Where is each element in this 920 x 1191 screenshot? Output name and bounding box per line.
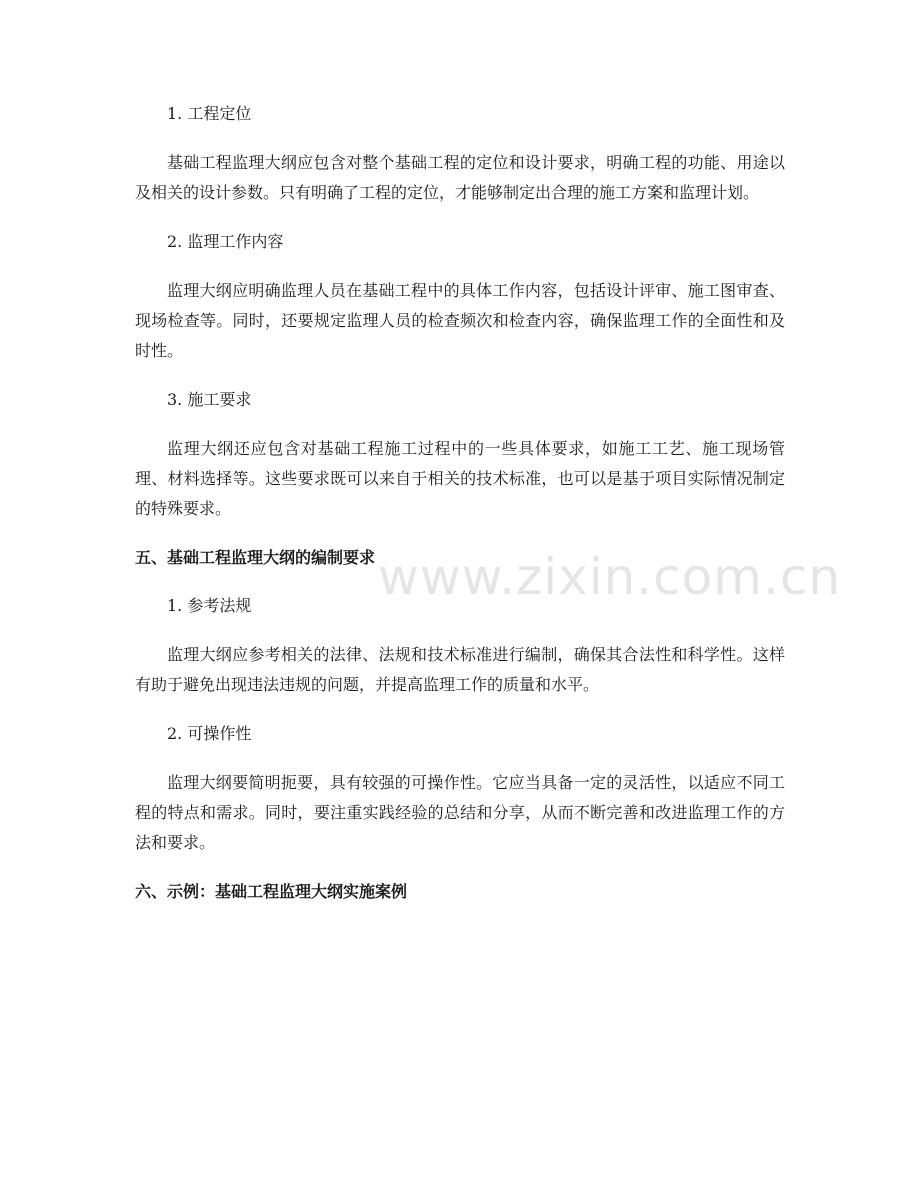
- subheading-project-positioning: 1. 工程定位: [167, 104, 252, 123]
- subheading-construction-requirements: 3. 施工要求: [167, 390, 252, 409]
- paragraph-project-positioning: 基础工程监理大纲应包含对整个基础工程的定位和设计要求，明确工程的功能、用途以及相关的设计参数。只有明确了工程的定位，才能够制定出合理的施工方案和监理计划。: [135, 153, 785, 202]
- paragraph-construction-requirements: 监理大纲还应包含对基础工程施工过程中的一些具体要求，如施工工艺、施工现场管理、材料选择等。这些要求既可以来自于相关的技术标准，也可以是基于项目实际情况制定的特殊要求。: [135, 439, 785, 518]
- watermark-text: www.zixin.com.cn: [378, 548, 842, 606]
- subheading-supervision-work-content: 2. 监理工作内容: [167, 232, 284, 251]
- paragraph-supervision-work-content: 监理大纲应明确监理人员在基础工程中的具体工作内容，包括设计评审、施工图审查、现场检查等。同时，还要规定监理人员的检查频次和检查内容，确保监理工作的全面性和及时性。: [135, 281, 785, 360]
- subheading-reference-regulations: 1. 参考法规: [167, 596, 252, 615]
- document-body: [135, 100, 785, 926]
- section-heading-example-case: 六、示例：基础工程监理大纲实施案例: [135, 882, 408, 901]
- paragraph-operability: 监理大纲要简明扼要，具有较强的可操作性。它应当具备一定的灵活性，以适应不同工程的特点和需求。同时，要注重实践经验的总结和分享，从而不断完善和改进监理工作的方法和要求。: [135, 773, 785, 852]
- section-heading-compilation-requirements: 五、基础工程监理大纲的编制要求: [135, 548, 376, 567]
- subheading-operability: 2. 可操作性: [167, 724, 252, 743]
- paragraph-reference-regulations: 监理大纲应参考相关的法律、法规和技术标准进行编制，确保其合法性和科学性。这样有助于避免出现违法违规的问题，并提高监理工作的质量和水平。: [135, 645, 785, 694]
